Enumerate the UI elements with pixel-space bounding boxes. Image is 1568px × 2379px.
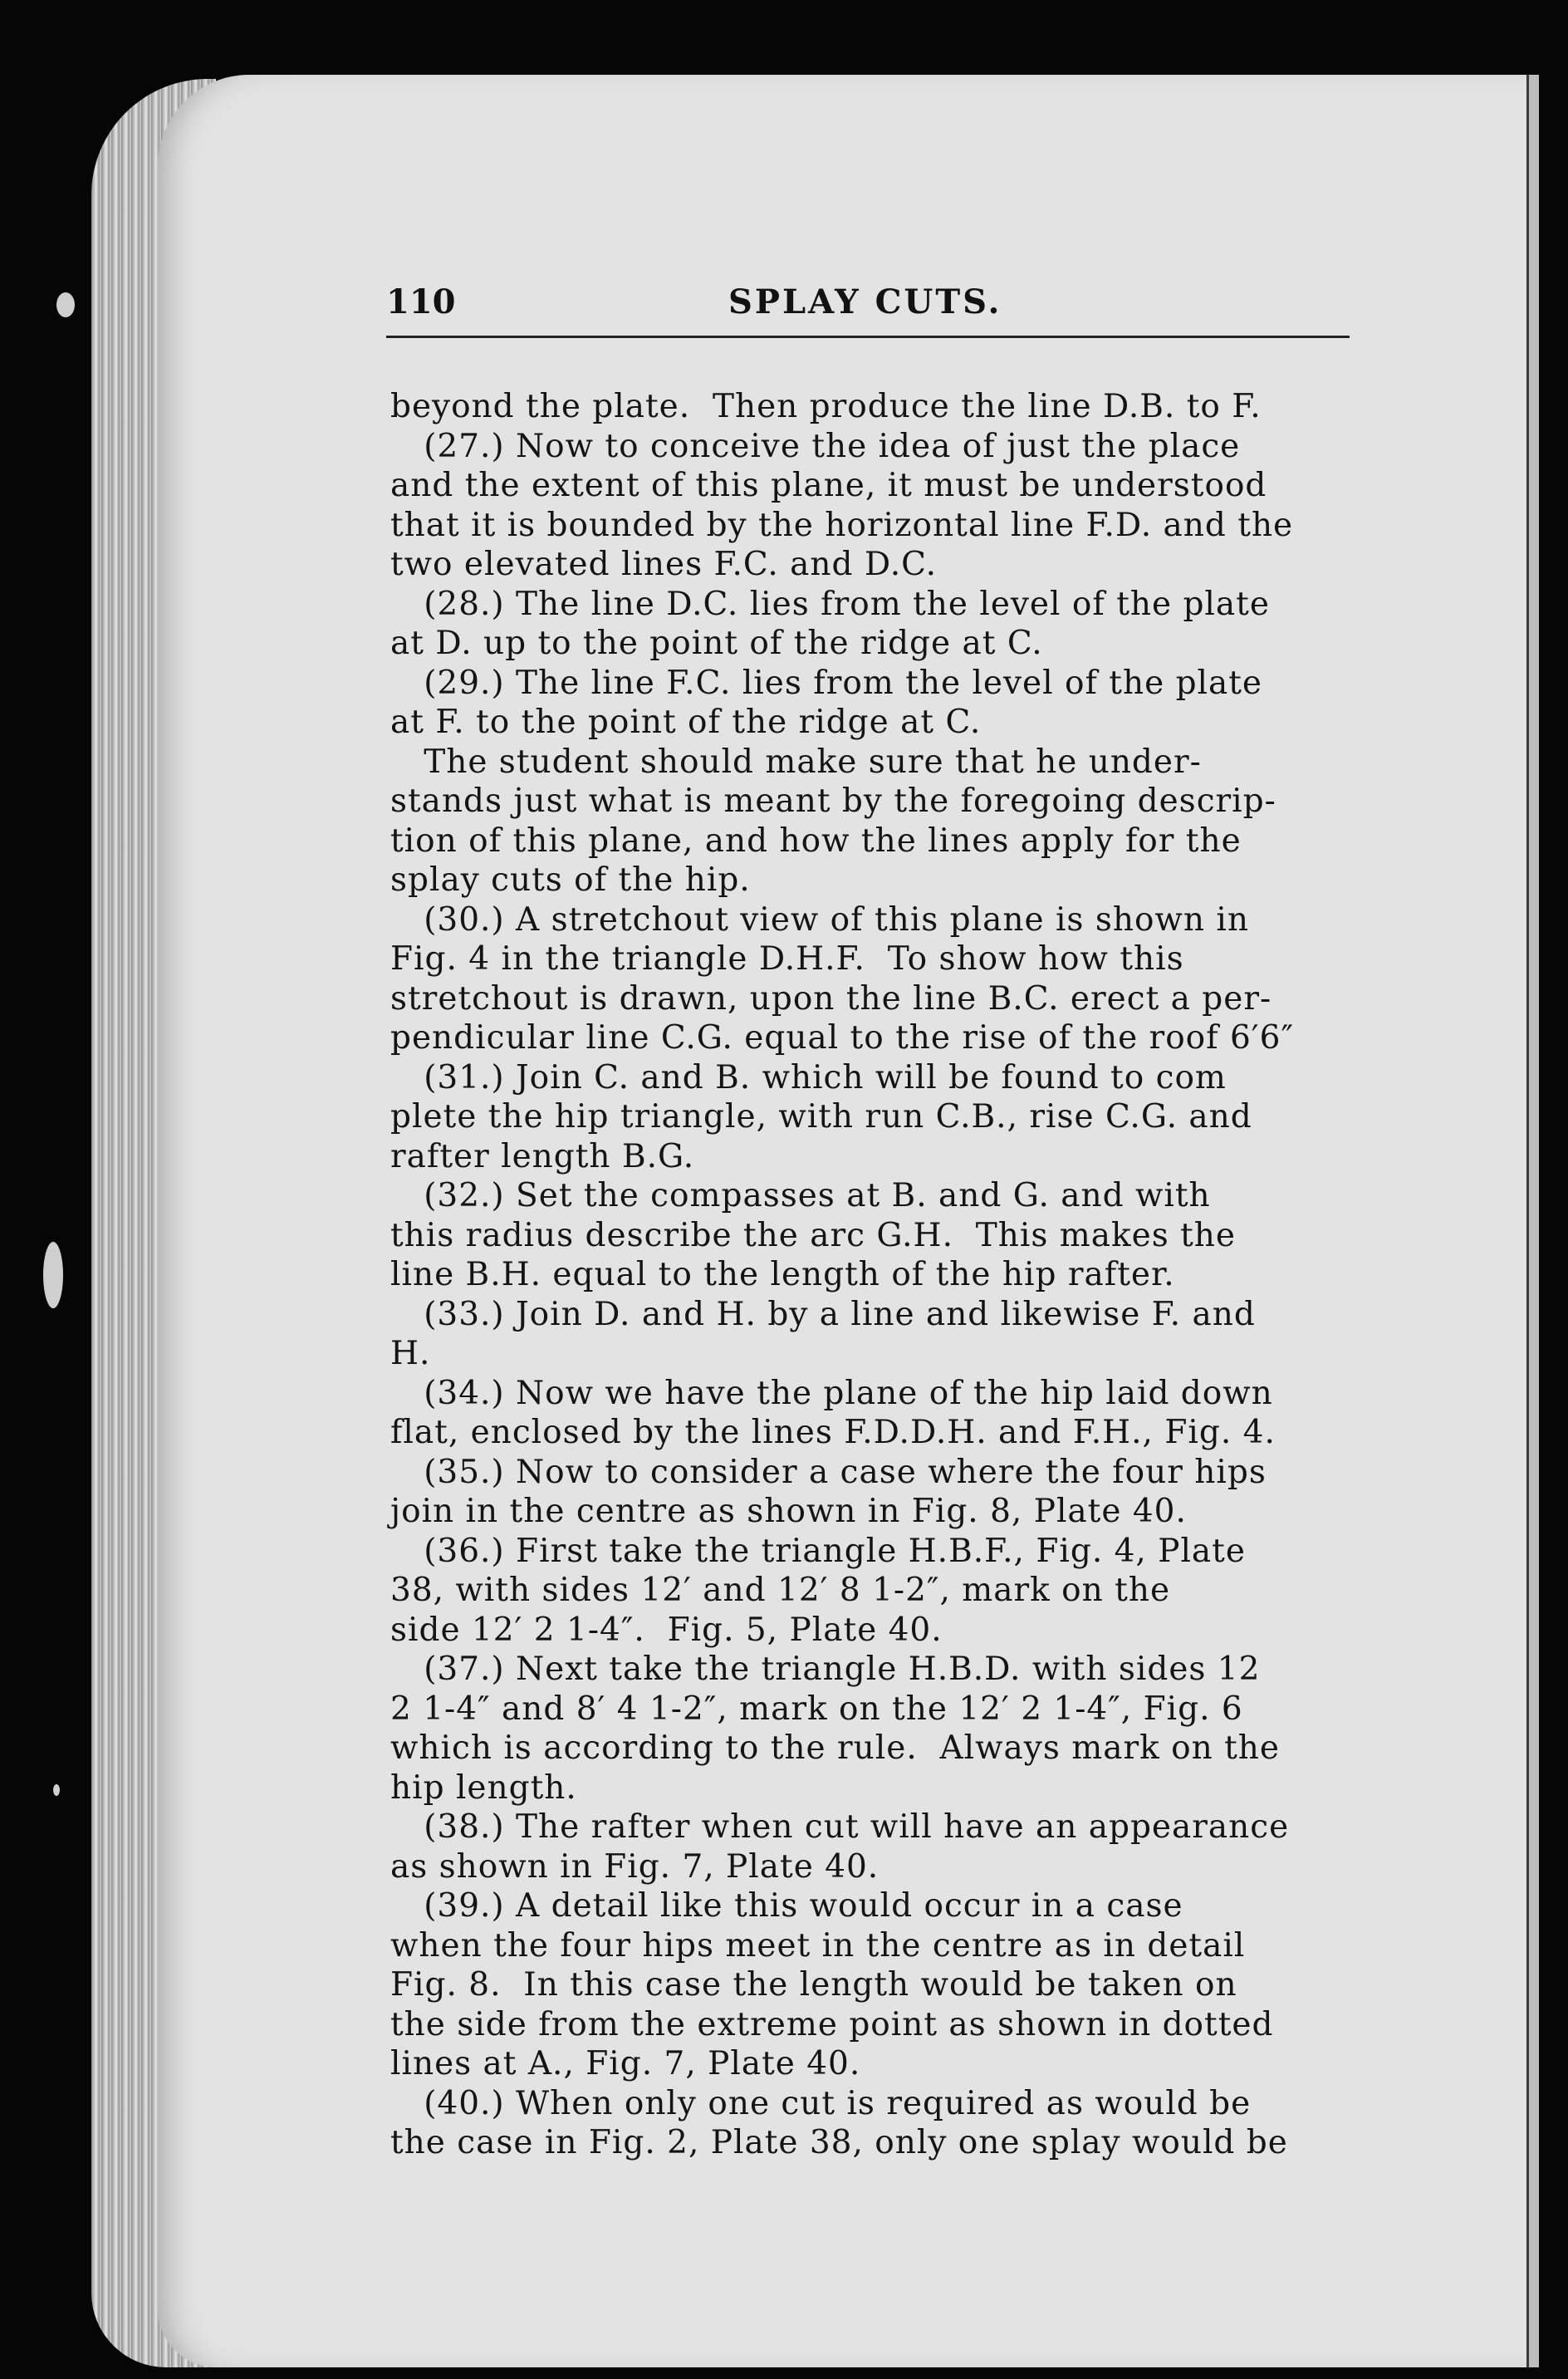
text-line: (36.) First take the triangle H.B.F., Fig. 4, Plate [390,1532,1246,1570]
text-line: as shown in Fig. 7, Plate 40. [390,1847,880,1886]
running-title: SPLAY CUTS. [728,282,1002,321]
text-line: (32.) Set the compasses at B. and G. and with [390,1177,1211,1214]
text-line: and the extent of this plane, it must be understood [390,467,1267,504]
text-line: the case in Fig. 2, Plate 38, only one splay would be [390,2124,1288,2161]
text-line: this radius describe the arc G.H. This makes the [390,1216,1237,1254]
text-line: H. [390,1335,431,1372]
text-line: stands just what is meant by the foregoing descrip- [390,782,1276,820]
text-line: (28.) The line D.C. lies from the level of the plate [390,585,1270,623]
text-line: (31.) Join C. and B. which will be found to com [390,1058,1227,1096]
text-line: tion of this plane, and how the lines apply for the [390,822,1242,860]
text-line: The student should make sure that he under- [390,743,1202,781]
dust-speck [56,292,75,317]
text-line: (27.) Now to conceive the idea of just the place [390,427,1241,465]
text-line: Fig. 8. In this case the length would be taken on [390,1966,1237,2004]
text-line: the side from the extreme point as shown in dotted [390,2005,1274,2043]
text-line: (37.) Next take the triangle H.B.D. with sides 12 [390,1651,1261,1688]
text-line: side 12′ 2 1-4″. Fig. 5, Plate 40. [390,1611,943,1649]
text-line: stretchout is drawn, upon the line B.C. erect a per- [390,979,1272,1018]
text-line: hip length. [390,1768,577,1807]
text-line: Fig. 4 in the triangle D.H.F. To show how this [390,940,1184,978]
text-line: at F. to the point of the ridge at C. [390,704,982,741]
text-line: line B.H. equal to the length of the hip rafter. [390,1256,1175,1293]
text-line: splay cuts of the hip. [390,861,751,899]
text-line: rafter length B.G. [390,1137,695,1175]
text-line: which is according to the rule. Always mark on the [390,1729,1280,1767]
text-line: join in the centre as shown in Fig. 8, Plate 40. [390,1493,1187,1530]
header-rule [386,336,1350,338]
book-right-edge [1526,75,1539,2367]
dust-speck [43,1242,63,1308]
text-line: plete the hip triangle, with run C.B., rise C.G. and [390,1098,1252,1136]
text-line: two elevated lines F.C. and D.C. [390,546,937,583]
text-line: (30.) A stretchout view of this plane is shown in [390,900,1249,939]
text-line: (38.) The rafter when cut will have an appearance [390,1808,1290,1846]
page-number: 110 [386,282,456,321]
text-line: that it is bounded by the horizontal line F.D. and the [390,506,1294,544]
text-line: (33.) Join D. and H. by a line and likewise F. and [390,1295,1256,1333]
text-line: 2 1-4″ and 8′ 4 1-2″, mark on the 12′ 2 1-4″, Fig. 6 [390,1690,1243,1728]
dust-speck [53,1784,60,1796]
text-line: when the four hips meet in the centre as in detail [390,1926,1246,1965]
text-line: lines at A., Fig. 7, Plate 40. [390,2045,861,2082]
text-line: (29.) The line F.C. lies from the level of the plate [390,664,1263,702]
text-line: at D. up to the point of the ridge at C. [390,625,1043,662]
text-line: pendicular line C.G. equal to the rise of the roof 6′6″ [390,1019,1295,1057]
text-line: (34.) Now we have the plane of the hip laid down [390,1374,1273,1412]
text-line: (39.) A detail like this would occur in a case [390,1887,1183,1925]
running-head [386,282,1350,332]
text-line: flat, enclosed by the lines F.D.D.H. and F.H., Fig. 4. [390,1414,1276,1451]
text-line: (40.) When only one cut is required as would be [390,2084,1252,2122]
text-line: beyond the plate. Then produce the line D.B. to F. [390,388,1262,425]
text-line: (35.) Now to consider a case where the four hips [390,1453,1267,1491]
text-line: 38, with sides 12′ and 12′ 8 1-2″, mark on the [390,1572,1171,1609]
body-text [390,387,1387,2163]
